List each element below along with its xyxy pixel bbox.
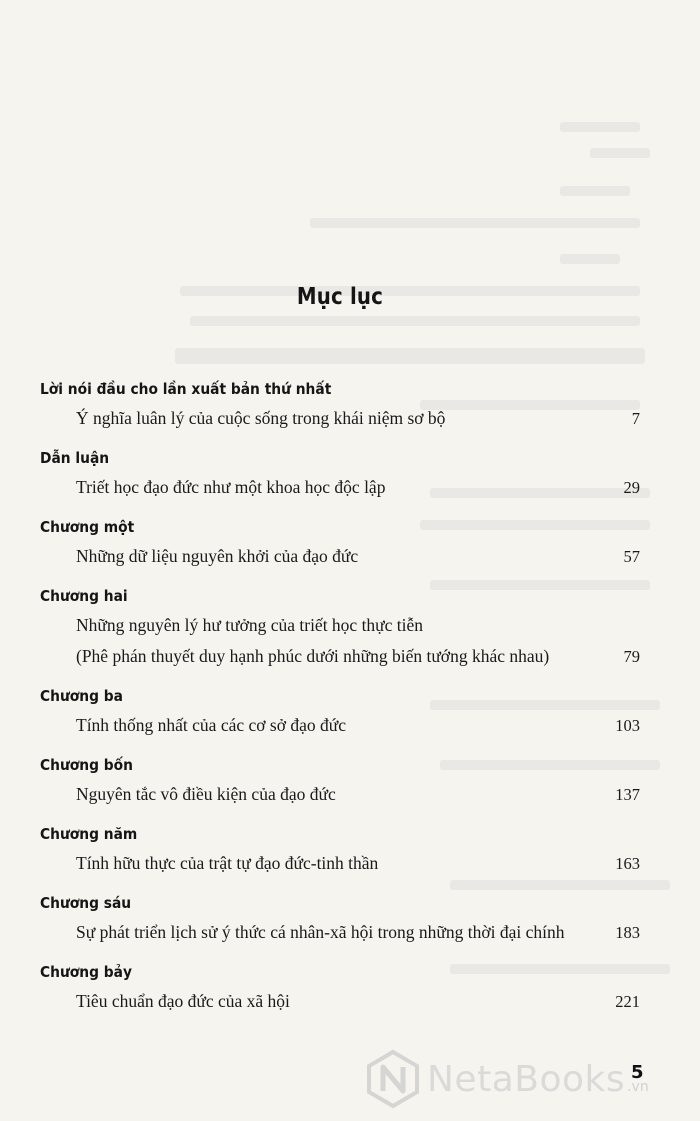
- toc-section: [40, 687, 640, 756]
- toc-entry[interactable]: [76, 615, 640, 667]
- toc-section: [40, 380, 640, 449]
- watermark-domain: .vn: [627, 1079, 649, 1095]
- watermark-brand: NetaBooks: [427, 1058, 626, 1100]
- toc-entry-line-1: Những nguyên lý hư tưởng của triết học thực tiễn: [76, 615, 424, 635]
- toc-entry[interactable]: [76, 477, 640, 498]
- page-number: 5: [631, 1062, 644, 1083]
- toc-section: [40, 518, 640, 587]
- toc-entry[interactable]: [76, 922, 640, 943]
- bleed-through: [560, 186, 630, 196]
- toc-section: [40, 756, 640, 825]
- toc-entry-title: Tính hữu thực của trật tự đạo đức-tinh thần: [76, 853, 379, 873]
- toc-entry-page: 163: [615, 854, 640, 873]
- toc-entry-title: Những dữ liệu nguyên khởi của đạo đức: [76, 546, 359, 566]
- toc-entry-page: 183: [615, 923, 640, 942]
- toc-heading: Chương ba: [40, 687, 123, 705]
- netabooks-watermark: [363, 1046, 663, 1112]
- toc-entry-title: Ý nghĩa luân lý của cuộc sống trong khái niệm sơ bộ: [76, 408, 446, 428]
- toc-entry[interactable]: [76, 546, 640, 567]
- toc-entry-title: Tính thống nhất của các cơ sở đạo đức: [76, 715, 346, 735]
- toc-entry-title: [76, 615, 549, 667]
- toc-entry-title: Nguyên tắc vô điều kiện của đạo đức: [76, 784, 336, 804]
- toc-heading: Chương hai: [40, 587, 128, 605]
- toc-entry-title: Sự phát triển lịch sử ý thức cá nhân-xã hội trong những thời đại chính: [76, 922, 565, 942]
- toc-section: [40, 825, 640, 894]
- toc-section: [40, 963, 640, 1032]
- toc-heading: Chương bốn: [40, 756, 133, 774]
- bleed-through: [190, 316, 640, 326]
- toc-entry-line-2: (Phê phán thuyết duy hạnh phúc dưới những biến tướng khác nhau): [76, 646, 550, 666]
- toc-entry-page: 137: [615, 785, 640, 804]
- toc-entry-title: Tiêu chuẩn đạo đức của xã hội: [76, 991, 290, 1011]
- toc-section: [40, 449, 640, 518]
- bleed-through: [590, 148, 650, 158]
- bleed-through: [560, 122, 640, 132]
- toc-heading: Dẫn luận: [40, 449, 110, 467]
- toc-entry[interactable]: [76, 784, 640, 805]
- toc-heading: Chương năm: [40, 825, 138, 843]
- toc-entry-page: 103: [615, 716, 640, 735]
- toc-entry-title: Triết học đạo đức như một khoa học độc lập: [76, 477, 386, 497]
- bleed-through: [560, 254, 620, 264]
- table-of-contents: [40, 380, 640, 1032]
- toc-section: [40, 894, 640, 963]
- toc-section: [40, 587, 640, 687]
- toc-entry[interactable]: [76, 715, 640, 736]
- toc-entry[interactable]: [76, 408, 640, 429]
- toc-entry-page: 29: [623, 478, 640, 497]
- bleed-through: [175, 348, 645, 364]
- toc-heading: Chương một: [40, 518, 135, 536]
- bleed-through: [310, 218, 640, 228]
- toc-heading: Chương sáu: [40, 894, 132, 912]
- toc-entry[interactable]: [76, 853, 640, 874]
- toc-heading: Chương bảy: [40, 963, 132, 981]
- toc-heading: Lời nói đầu cho lần xuất bản thứ nhất: [40, 380, 332, 398]
- page-title: Mục lục: [296, 284, 384, 310]
- toc-entry-page: 221: [615, 992, 640, 1011]
- netabooks-logo-icon: [363, 1049, 423, 1109]
- toc-entry-page: 7: [631, 409, 640, 428]
- toc-entry-page: 57: [623, 547, 640, 566]
- toc-entry-page: 79: [623, 647, 640, 666]
- toc-entry[interactable]: [76, 991, 640, 1012]
